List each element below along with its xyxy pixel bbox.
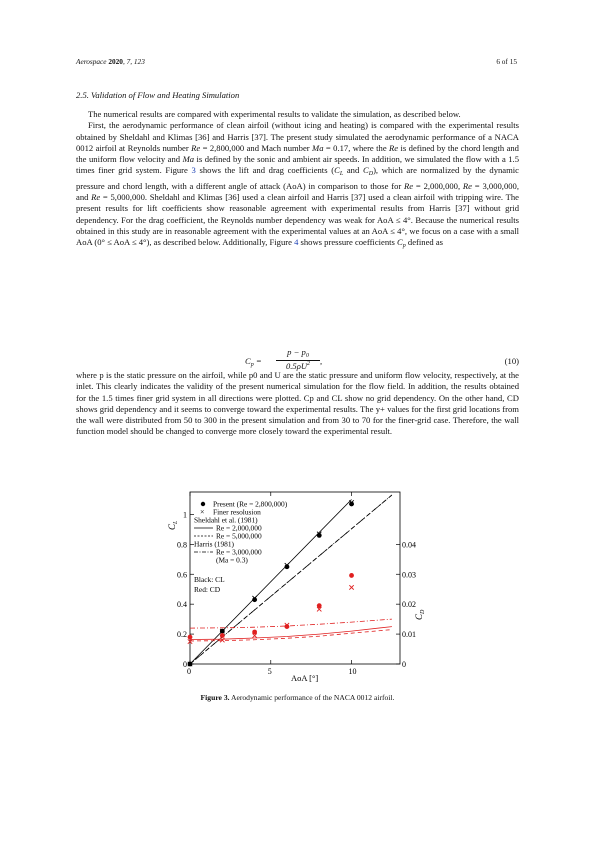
legend-present: Present (Re = 2,800,000): [213, 499, 288, 509]
y-right-tick-label: 0.01: [402, 630, 416, 640]
y-left-tick-label: 0.4: [177, 600, 187, 610]
aerodynamic-performance-chart: [150, 492, 426, 688]
data-point-cd-present: [188, 635, 193, 640]
legend-black-note: Black: CL: [194, 575, 225, 584]
running-header-page: 6 of 15: [496, 57, 517, 66]
equation-lhs: $C_p$ =: [245, 356, 262, 368]
y-axis-label-right: $C_D$: [414, 609, 426, 620]
legend-finer: Finer resolusion: [213, 507, 261, 517]
figure-ref-3[interactable]: 3: [191, 165, 196, 176]
x-axis-label: AoA [°]: [291, 673, 319, 683]
running-header-citation: Aerospace 2020, 7, 123: [76, 57, 145, 66]
legend-sheldahl: Sheldahl et al. (1981): [194, 515, 258, 525]
data-point-cd-finer: [349, 585, 353, 589]
legend-red-note: Red: CD: [194, 585, 221, 594]
body-text: [76, 109, 519, 253]
legend-re2m: Re = 2,000,000: [216, 523, 262, 533]
legend-re3m: Re = 3,000,000: [216, 547, 262, 557]
legend-re5m: Re = 5,000,000: [216, 531, 262, 541]
figure-caption: Figure 3. Aerodynamic performance of the NACA 0012 airfoil.: [200, 693, 395, 702]
y-left-tick-label: 1: [183, 510, 187, 520]
x-tick-label: 0: [187, 667, 191, 676]
series-line-cd-dashdot: [190, 619, 392, 628]
section-title: 2.5. Validation of Flow and Heating Simulation: [76, 90, 240, 100]
y-right-tick-label: 0: [402, 660, 406, 669]
y-right-tick-label: 0.02: [402, 600, 416, 610]
y-left-tick-label: 0: [183, 660, 187, 669]
y-left-tick-label: 0.8: [177, 540, 187, 550]
y-axis-label-left: $C_L$: [167, 520, 179, 530]
paragraph-validation: First, the aerodynamic performance of clean airfoil (without icing and heating) is compared with the experimental results obtained by Sheldahl and Klimas [36] and Harris [37]. The present study simulated the aerodynamic performance of a NACA 0012 airfoil at Reynolds number Re = 2,800,000 and Mach number Ma = 0.17, where the Re is defined by the chord length and the uniform flow velocity and Ma is defined by the sonic and ambient air speeds. In addition, we simulated the flow with a 1.5 times finer grid system. Figure 3 shows the lift and drag coefficients ($C_L$ and $C_D$), which are normalized by the dynamic pressure and chord length, with a different angle of attack (AoA) in comparison to those for Re = 2,000,000, Re = 3,000,000, and Re = 5,000,000. Sheldahl and Klimas [36] used a clean airfoil and Harris [37] used a clean airfoil with tripping wire. The present results for lift coefficients show reasonable agreement with experimental results from Harris [37] without grid dependency. For the drag coefficient, the Reynolds number dependency was weak for AoA ≤ 4°. Because the numerical results obtained in this study are in reasonable agreement with the experimental values at an AoA ≤ 4°, we focus on a case with a small AoA (0° ≤ AoA ≤ 4°), as described below. Additionally, Figure 4 shows pressure coefficients $C_p$ defined as: [76, 120, 520, 250]
y-right-tick-label: 0.04: [402, 540, 416, 550]
paragraph-intro: The numerical results are compared with experimental results to validate the simulation, as described below.: [88, 109, 461, 119]
paragraph-pressure: where p is the static pressure on the airfoil, while p0 and U are the static pressure and uniform flow velocity, respectively, at the inlet. This clearly indicates the validity of the present numerical simulation for the flow field. In addition, the results obtained for the 1.5 times finer grid system in all directions were plotted. Cp and CL show no grid dependency. On the other hand, CD shows grid dependency and it seems to converge toward the experimental results. The y+ values for the first grid locations from the wall were distributed from 50 to 300 in the present simulation and from 30 to 70 for the finer-grid case. Therefore, the wall function model should be changed to converge more closely toward the experimental result.: [76, 370, 519, 437]
legend: [194, 500, 288, 595]
figure-ref-4[interactable]: 4: [294, 237, 299, 248]
x-tick-label: 5: [267, 667, 272, 676]
svg-text:×: ×: [200, 507, 205, 517]
data-point-cd-present: [220, 633, 225, 638]
y-right-tick-label: 0.03: [402, 570, 416, 580]
data-point-cd-present: [349, 573, 354, 578]
equation-10: $C_p$ = $\frac{p - p_0}{0.5\rho U^2}$ , (10): [245, 347, 519, 371]
x-tick-label: 10: [348, 667, 357, 676]
body-text-continued: [76, 370, 519, 438]
equation-fraction: $\frac{p - p_0}{0.5\rho U^2}$: [276, 347, 320, 371]
legend-harris: Harris (1981): [194, 539, 235, 549]
equation-number: (10): [504, 356, 519, 366]
y-left-tick-label: 0.6: [177, 570, 187, 580]
legend-ma: (Ma = 0.3): [216, 555, 248, 565]
data-point-cd-finer: [220, 638, 224, 642]
y-left-tick-label: 0.2: [177, 630, 187, 640]
